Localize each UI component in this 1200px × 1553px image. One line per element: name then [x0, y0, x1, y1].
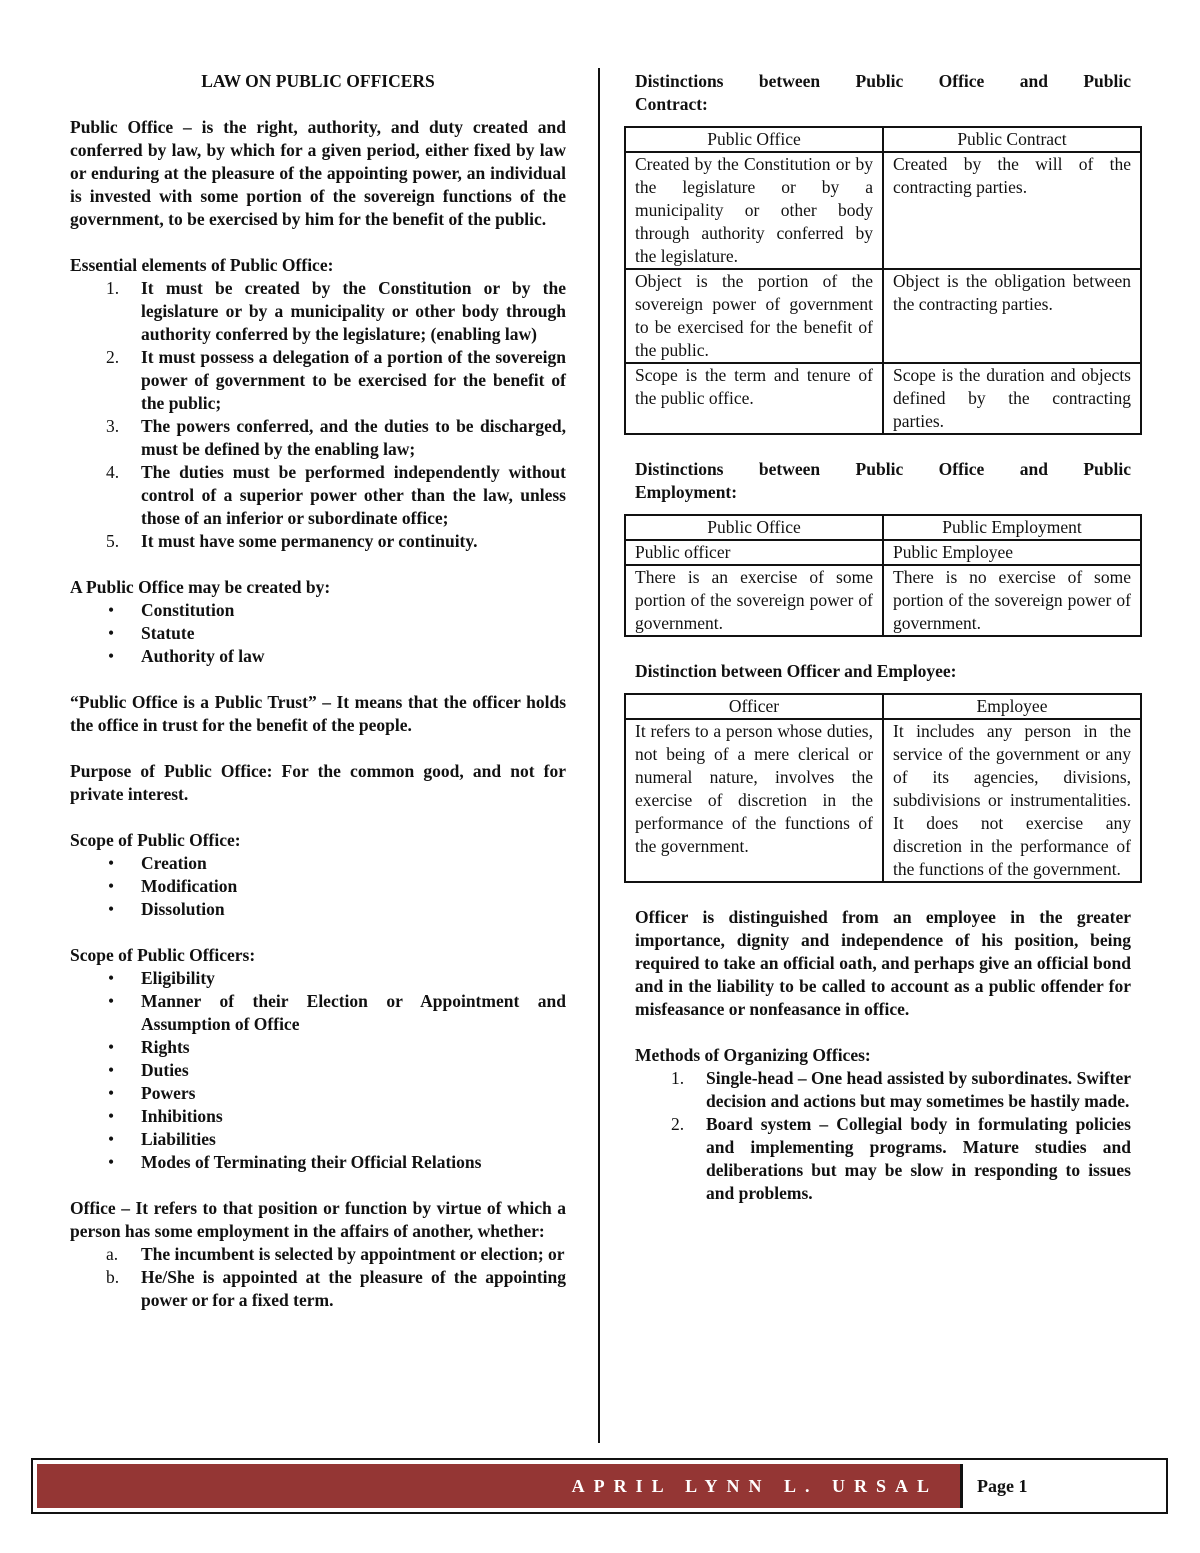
list-item: b. He/She is appointed at the pleasure of the appointing power or for a fixed term. [106, 1267, 566, 1310]
scope-officers-heading: Scope of Public Officers: [70, 945, 256, 965]
bullet-icon: • [108, 899, 115, 919]
table-header: Public Office [625, 127, 883, 152]
column-divider [598, 68, 600, 1443]
list-item: • Authority of law [108, 646, 265, 666]
bullet-icon: • [108, 646, 115, 666]
right-column [635, 70, 1131, 1228]
bullet-icon: • [108, 1060, 115, 1080]
created-by-heading: A Public Office may be created by: [70, 577, 331, 597]
list-item: 2. It must possess a delegation of a portion of the sovereign power of government to be exercised for the benefit of the public; [106, 347, 566, 413]
bullet-icon: • [108, 1083, 115, 1103]
table-cell: It refers to a person whose duties, not being of a mere clerical or numeral nature, involves the exercise of discretion in the performance of the functions of the government. [625, 719, 883, 882]
methods-heading: Methods of Organizing Offices: [635, 1045, 871, 1065]
table-header: Public Employment [883, 515, 1141, 540]
list-item: • Manner of their Election or Appointment and Assumption of Office [108, 991, 566, 1034]
list-item: • Powers [108, 1083, 196, 1103]
table-row [625, 565, 1141, 636]
table-cell: Public Employee [883, 540, 1141, 565]
table-row [625, 152, 1141, 269]
contract-heading-cont: Contract: [635, 94, 708, 114]
officer-table [624, 693, 1142, 883]
table-row [625, 540, 1141, 565]
contract-heading: Distinctions between Public Office and Public [635, 71, 1131, 91]
list-item: • Eligibility [108, 968, 215, 988]
bullet-icon: • [108, 876, 115, 896]
list-item: • Creation [108, 853, 207, 873]
list-item: • Rights [108, 1037, 190, 1057]
bullet-icon: • [108, 1129, 115, 1149]
bullet-icon: • [108, 1152, 115, 1172]
table-cell: Scope is the term and tenure of the public office. [625, 363, 883, 434]
table-row [625, 719, 1141, 882]
table-header: Public Office [625, 515, 883, 540]
bullet-icon: • [108, 968, 115, 988]
bullet-icon: • [108, 853, 115, 873]
table-row [625, 363, 1141, 434]
table-cell: Created by the Constitution or by the legislature or by a municipality or other body through authority conferred by the legislature. [625, 152, 883, 269]
list-item: 3. The powers conferred, and the duties to be discharged, must be defined by the enabling law; [106, 416, 566, 459]
list-item: 1. It must be created by the Constitution or by the legislature or by a municipality or other body through authority conferred by the legislature; (enabling law) [106, 278, 566, 344]
list-item: • Duties [108, 1060, 189, 1080]
page-footer [31, 1458, 1168, 1514]
list-item: • Inhibitions [108, 1106, 223, 1126]
left-column [70, 70, 566, 1335]
office-definition: Office – It refers to that position or function by virtue of which a person has some employment in the affairs of another, whether: [70, 1198, 566, 1241]
page-title: LAW ON PUBLIC OFFICERS [201, 71, 435, 91]
page-number: Page 1 [960, 1464, 1162, 1508]
table-header: Public Contract [883, 127, 1141, 152]
table-cell: Object is the obligation between the contracting parties. [883, 269, 1141, 363]
methods-list [635, 1067, 1131, 1205]
author-name: APRIL LYNN L. URSAL [571, 1476, 938, 1496]
footer-band [37, 1464, 1162, 1508]
table-header-row [625, 515, 1141, 540]
public-office-definition [70, 116, 566, 231]
employment-heading: Distinctions between Public Office and Public [635, 459, 1131, 479]
bullet-icon: • [108, 1106, 115, 1126]
table-header-row [625, 127, 1141, 152]
employment-heading-cont: Employment: [635, 482, 738, 502]
definition-term: Public Office [70, 117, 174, 137]
employment-table [624, 514, 1142, 637]
bullet-icon: • [108, 623, 115, 643]
table-row [625, 269, 1141, 363]
list-item: 2. Board system – Collegial body in formulating policies and implementing programs. Mature studies and deliberations but may be slow in responding to issues and problems. [671, 1114, 1131, 1203]
list-item: 1. Single-head – One head assisted by subordinates. Swifter decision and actions but may sometimes be hastily made. [671, 1068, 1131, 1111]
purpose-paragraph: Purpose of Public Office: For the common good, and not for private interest. [70, 761, 567, 804]
table-cell: Object is the portion of the sovereign power of government to be exercised for the benefit of the public. [625, 269, 883, 363]
scope-office-heading: Scope of Public Office: [70, 830, 241, 850]
definition-text: – is the right, authority, and duty created and conferred by law, by which for a given period, either fixed by law or enduring at the pleasure of the appointing power, an individual is invested with some portion of the sovereign functions of the government, to be exercised by him for the benefit of the public. [70, 117, 567, 229]
table-cell: There is no exercise of some portion of the sovereign power of government. [883, 565, 1141, 636]
bullet-icon: • [108, 600, 115, 620]
scope-officers-list [70, 967, 566, 1174]
table-header-row [625, 694, 1141, 719]
essential-elements-list [70, 277, 566, 553]
contract-table [624, 126, 1142, 435]
bullet-icon: • [108, 991, 115, 1011]
table-cell: It includes any person in the service of the government or any of its agencies, divisions, subdivisions or instrumentalities. It does not exercise any discretion in the performance of the functions of the government. [883, 719, 1141, 882]
list-item: a. The incumbent is selected by appointment or election; or [106, 1244, 565, 1264]
list-item: 5. It must have some permanency or continuity. [106, 531, 478, 551]
list-item: • Constitution [108, 600, 235, 620]
created-by-list [70, 599, 566, 668]
bullet-icon: • [108, 1037, 115, 1057]
distinguished-paragraph: Officer is distinguished from an employee in the greater importance, dignity and independence of his position, being required to take an official oath, and perhaps give an official bond and in the liability to be called to account as a public offender for misfeasance or nonfeasance in office. [635, 907, 1131, 1019]
table-cell: Public officer [625, 540, 883, 565]
table-cell: Scope is the duration and objects defined by the contracting parties. [883, 363, 1141, 434]
office-list [70, 1243, 566, 1312]
list-item: • Modification [108, 876, 238, 896]
table-header: Officer [625, 694, 883, 719]
list-item: • Statute [108, 623, 195, 643]
list-item: 4. The duties must be performed independently without control of a superior power other than the law, unless those of an inferior or subordinate office; [106, 462, 566, 528]
public-trust-paragraph: “Public Office is a Public Trust” – It means that the officer holds the office in trust for the benefit of the people. [70, 692, 566, 735]
list-item: • Modes of Terminating their Official Relations [108, 1152, 482, 1172]
table-cell: Created by the will of the contracting parties. [883, 152, 1141, 269]
table-cell: There is an exercise of some portion of the sovereign power of government. [625, 565, 883, 636]
scope-office-list [70, 852, 566, 921]
table-header: Employee [883, 694, 1141, 719]
list-item: • Dissolution [108, 899, 225, 919]
list-item: • Liabilities [108, 1129, 216, 1149]
essential-elements-heading: Essential elements of Public Office: [70, 255, 334, 275]
officer-heading: Distinction between Officer and Employee: [635, 661, 957, 681]
